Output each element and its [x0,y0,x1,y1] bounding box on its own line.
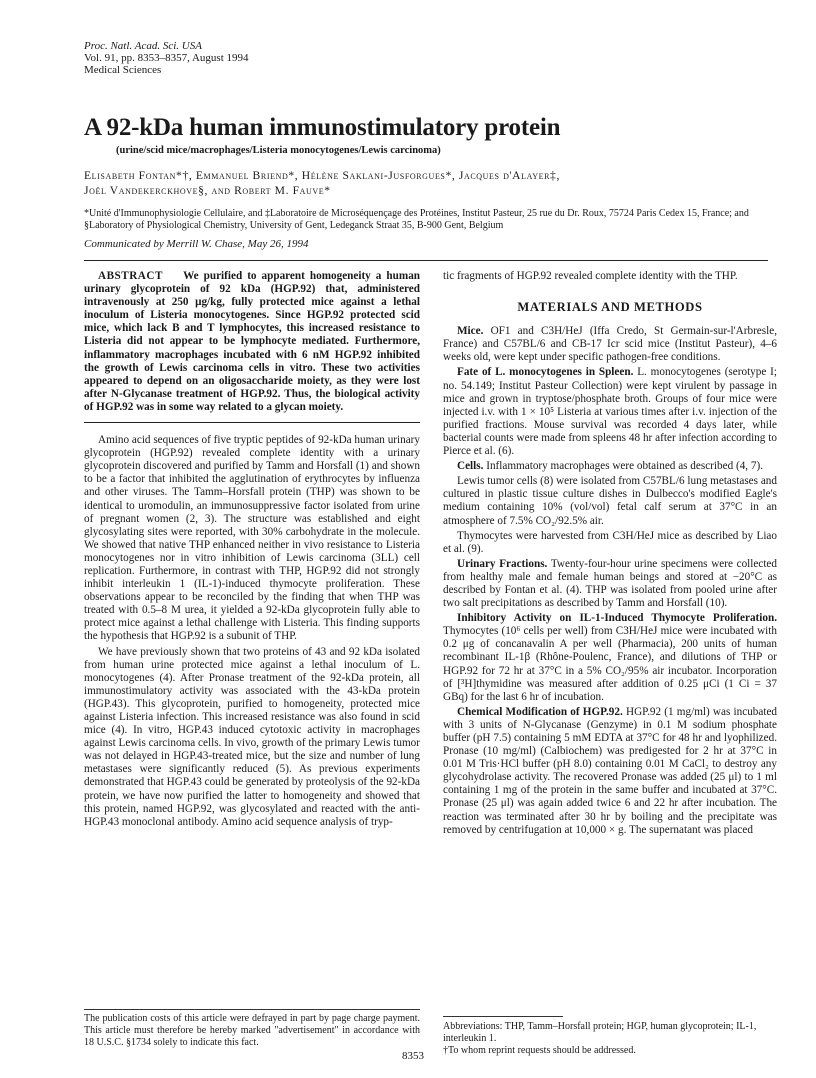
authors [84,168,764,198]
abstract [84,270,420,414]
footnote-divider-left [84,1009,420,1010]
authors-line-1: Elisabeth Fontan*†, Emmanuel Briend*, Hélène Saklani-Jusforgues*, Jacques d'Alayer‡, [84,169,560,182]
methods-text: Thymocytes were harvested from C3H/HeJ mice as described by Liao et al. (9). [443,529,777,555]
methods-heading: MATERIALS AND METHODS [517,300,703,315]
abstract-text: We purified to apparent homogeneity a human urinary glycoprotein of 92 kDa (HGP.92) that, administered intravenously at 250 μg/kg, fully protected mice against a lethal inoculum of Listeria monocytogenes. Since HGP.92 protected scid mice, which lack B and T lymphocytes, this increased resistance to Listeria did not appear to be lymphocyte mediated. Furthermore, inflammatory macrophages incubated with 6 nM HGP.92 inhibited the growth of Lewis carcinoma cells in vitro. These two activities appeared to depend on an oligosaccharide moiety, as they were lost after N-Glycanase treatment of HGP.92. Thus, the biological activity of HGP.92 was in some way related to a glycan moiety. [84,270,421,413]
runin-heading: Inhibitory Activity on IL-1-Induced Thymocyte Proliferation. [457,612,777,625]
intro-paragraph-2: We have previously shown that two proteins of 43 and 92 kDa isolated from human urine protected mice against a lethal inoculum of L. monocytogenes (4). After Pronase treatment of the 92-kDa protein, all immunostimulatory activity was associated with the 43-kDa protein (HGP.43). This glycoprotein, purified to homogeneity, protected mice against Listeria infection. This increased resistance was also found in scid mice (4). In vitro, HGP.43 induced cytotoxic activity in macrophages against Lewis carcinoma cells. In vivo, growth of the primary Lewis tumor was not delayed in HGP.43-treated mice, but the size and number of lung metastases were significantly reduced (5). As previous experiments demonstrated that HGP.43 could be generated by proteolysis of the 92-kDa protein, we have now purified the latter to homogeneity and showed that this protein, named HGP.92, was glycosylated and reacted with the anti-HGP.43 monoclonal antibody. Amino acid sequence analysis of tryp- [84,645,420,828]
authors-line-2: Joël Vandekerckhove§, and Robert M. Fauve* [84,184,331,197]
journal-name: Proc. Natl. Acad. Sci. USA [84,40,202,52]
runin-heading: Cells. [457,460,484,473]
methods-text: Thymocytes (10⁶ cells per well) from C3H/HeJ mice were incubated with 0.2 μg of concanavalin A per well (Pharmacia), 200 units of human recombinant IL-1β (Rhône-Poulenc, France), and dilutions of THP or HGP.92 for 72 hr at 37°C in a 5% CO₂/95% air incubator. Incorporation of [³H]thymidine was measured after addition of 0.25 μCi (1 Ci = 37 GBq) for the last 6 hr of incubation. [443,625,777,703]
methods-paragraph-mice [443,325,777,364]
runin-heading: Urinary Fractions. [457,557,548,570]
intro-continuation: tic fragments of HGP.92 revealed complete identity with the THP. [443,270,738,282]
abbreviations-footnote: Abbreviations: THP, Tamm–Horsfall protein; HGP, human glycoprotein; IL-1, interleukin 1. [443,1021,757,1044]
methods-paragraph-listeria [443,366,777,458]
abstract-label: ABSTRACT [98,270,163,282]
methods-paragraph-chemical [443,706,777,837]
methods-paragraph-cells [443,460,777,473]
runin-heading: Mice. [457,325,484,338]
abstract-divider [84,422,420,423]
page-number: 8353 [402,1050,424,1062]
footnotes-right [443,1021,777,1057]
affiliations: *Unité d'Immunophysiologie Cellulaire, and ‡Laboratoire de Microséquençage des Protéines, Institut Pasteur, 25 rue du Dr. Roux, 75724 Paris Cedex 15, France; and §Laboratory of Physiological Chemistry, University of Gent, Ledeganck Straat 35, B-900 Gent, Belgium [84,208,749,231]
runin-heading: Fate of L. monocytogenes in Spleen. [457,366,634,379]
methods-text: HGP.92 (1 mg/ml) was incubated with 3 units of N-Glycanase (Genzyme) in 0.1 M sodium phosphate buffer (pH 7.5) containing 5 mM EDTA at 37°C for 48 hr and lyophilized. Pronase (10 mg/ml) (Calbiochem) was predigested for 2 hr at 37°C in 0.01 M Tris·HCl buffer (pH 8.0) containing 0.01 M CaCl₂ to destroy any glycohydrolase activity. The recovered Pronase was added (25 μl) to 1 ml containing 1 mg of the protein in the same buffer and incubated at 37°C. Pronase (25 μl) was again added twice 6 and 22 hr after incubation. The reaction was terminated after 30 hr by boiling and the precipitate was removed by centrifugation at 10,000 × g. The supernatant was placed [443,705,778,836]
journal-header [84,40,249,76]
footnote-divider-right [443,1016,563,1017]
methods-paragraph-il1 [443,612,777,704]
methods-text: L. monocytogenes (serotype I; no. 54.149; Institut Pasteur Collection) were kept virulent by passage in mice and grown in tryptose/phosphate broth. Groups of four mice were injected i.v. with 1 × 10⁵ Listeria at various times after i.v. injection of the purified fractions. Mouse survival was recorded 4 days later, while bacterial counts were made from spleens 48 hr after infection according to Pierce et al. (6). [443,366,777,458]
methods-text: OF1 and C3H/HeJ (Iffa Credo, St Germain-sur-l'Arbresle, France) and C57BL/6 and CB-17 Icr scid mice (Institut Pasteur), 4–6 weeks old, were kept under specific pathogen-free conditions. [443,325,777,364]
journal-volume: Vol. 91, pp. 8353–8357, August 1994 [84,52,249,64]
left-column [84,270,420,831]
methods-text: Twenty-four-hour urine specimens were collected from healthy male and female human beings and stored at −20°C as described by Fontan et al. (4). THP was isolated from pooled urine after two salt precipitations as described by Tamm and Horsfall (10). [443,557,777,610]
methods-paragraph-urinary [443,558,777,610]
reprint-footnote: †To whom reprint requests should be addressed. [443,1045,636,1056]
right-column [443,270,777,839]
runin-heading: Chemical Modification of HGP.92. [457,705,623,718]
methods-paragraph-thymocytes [443,530,777,556]
methods-text: Inflammatory macrophages were obtained as described (4, 7). [486,460,764,473]
article-title: A 92-kDa human immunostimulatory protein [84,114,561,141]
communicated-by: Communicated by Merrill W. Chase, May 26, 1994 [84,238,309,250]
header-divider [84,260,768,261]
intro-paragraph-1: Amino acid sequences of five tryptic peptides of 92-kDa human urinary glycoprotein (HGP.92) revealed complete identity with a urinary glycoprotein discovered and purified by Tamm and Horsfall (1) and shown to be a factor that inhibited the agglutination of erythrocytes by influenza and other viruses. The Tamm–Horsfall protein (THP) was shown to be identical to uromodulin, an immunosuppressive factor isolated from urine of pregnant women (2, 3). The structure was established and eight glycosylating sites were reported, with 30% carbohydrate in the molecule. We showed that native THP enhanced neither in vivo resistance to Listeria monocytogenes nor in vitro inhibition of Lewis carcinoma (3LL) cell replication. Furthermore, in contrast with THP, HGP.92 did not strongly inhibit interleukin 1 (IL-1)-induced thymocyte proliferation. These observations appear to be reconciled by the finding that when THP was treated with 0.5–8 M urea, it yielded a 92-kDa glycoprotein fully able to protect mice against a lethal challenge with Listeria. This finding supports the hypothesis that HGP.92 is a subunit of THP. [84,434,420,643]
keywords: (urine/scid mice/macrophages/Listeria monocytogenes/Lewis carcinoma) [116,145,441,156]
publication-cost-footnote: The publication costs of this article were defrayed in part by page charge payment. This article must therefore be hereby marked "advertisement" in accordance with 18 U.S.C. §1734 solely to indicate this fact. [84,1013,420,1048]
journal-section: Medical Sciences [84,64,162,76]
methods-text: Lewis tumor cells (8) were isolated from C57BL/6 lung metastases and cultured in plastic tissue culture dishes in Dulbecco's modified Eagle's medium containing 10% (vol/vol) fetal calf serum at 37°C in an atmosphere of 7.5% CO₂/92.5% air. [443,475,777,527]
methods-paragraph-lewis [443,475,777,527]
